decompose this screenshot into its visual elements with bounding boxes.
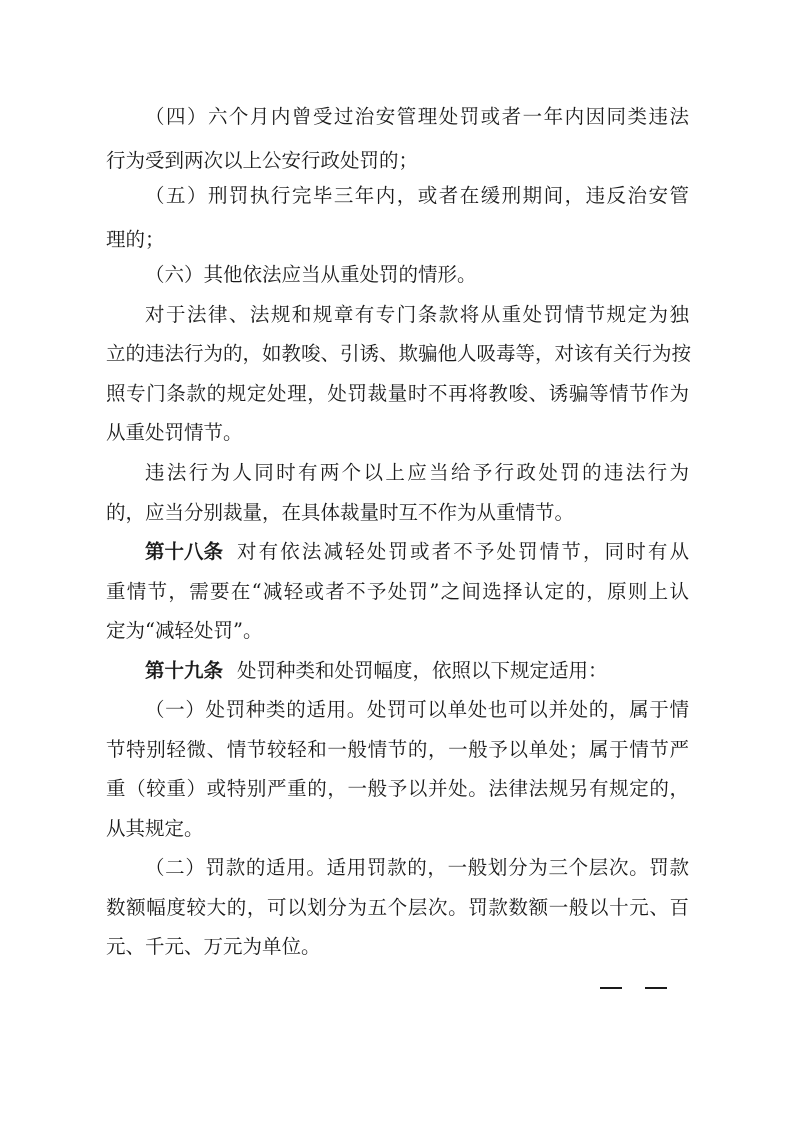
page-number-dash-left [600, 987, 622, 989]
paragraph-line: 对于法律、法规和规章有专门条款将从重处罚情节规定为独 [145, 303, 689, 326]
paragraph-line: 照专门条款的规定处理，处罚裁量时不再将教唆、诱骗等情节作为 [106, 382, 689, 405]
paragraph-line: （四）六个月内曾受过治安管理处罚或者一年内因同类违法 [145, 105, 689, 128]
paragraph-line: （六）其他依法应当从重处罚的情形。 [145, 263, 477, 286]
article-19-line [145, 656, 689, 686]
paragraph-line: 的，应当分别裁量，在具体裁量时互不作为从重情节。 [106, 501, 575, 524]
paragraph-line: 从重处罚情节。 [106, 421, 243, 444]
paragraph-line: 理的； [106, 228, 165, 251]
article-18-heading: 第十八条 [145, 540, 224, 563]
paragraph-line: 对有依法减轻处罚或者不予处罚情节，同时有从 [237, 540, 689, 563]
paragraph-line: 处罚种类和处罚幅度，依照以下规定适用： [237, 659, 608, 682]
paragraph-line: 从其规定。 [106, 817, 204, 840]
page-number-dash-right [645, 987, 667, 989]
paragraph-line: 数额幅度较大的，可以划分为五个层次。罚款数额一般以十元、百 [106, 896, 689, 919]
paragraph-line: 行为受到两次以上公安行政处罚的； [106, 149, 419, 172]
paragraph-line: （二）罚款的适用。适用罚款的，一般划分为三个层次。罚款 [145, 856, 689, 879]
paragraph-line: （一）处罚种类的适用。处罚可以单处也可以并处的，属于情 [145, 698, 689, 721]
paragraph-line: 重情节，需要在“减轻或者不予处罚”之间选择认定的，原则上认 [106, 580, 689, 603]
paragraph-line: 重（较重）或特别严重的，一般予以并处。法律法规另有规定的， [106, 777, 689, 800]
paragraph-line: 元、千元、万元为单位。 [106, 935, 321, 958]
paragraph-line: 节特别轻微、情节较轻和一般情节的，一般予以单处；属于情节严 [106, 738, 689, 761]
paragraph-line: （五）刑罚执行完毕三年内，或者在缓刑期间，违反治安管 [145, 184, 689, 207]
article-19-heading: 第十九条 [145, 659, 224, 682]
article-18-line [145, 537, 689, 567]
paragraph-line: 定为“减轻处罚”。 [106, 619, 263, 642]
paragraph-line: 违法行为人同时有两个以上应当给予行政处罚的违法行为 [145, 461, 689, 484]
paragraph-line: 立的违法行为的，如教唆、引诱、欺骗他人吸毒等，对该有关行为按 [106, 342, 692, 365]
